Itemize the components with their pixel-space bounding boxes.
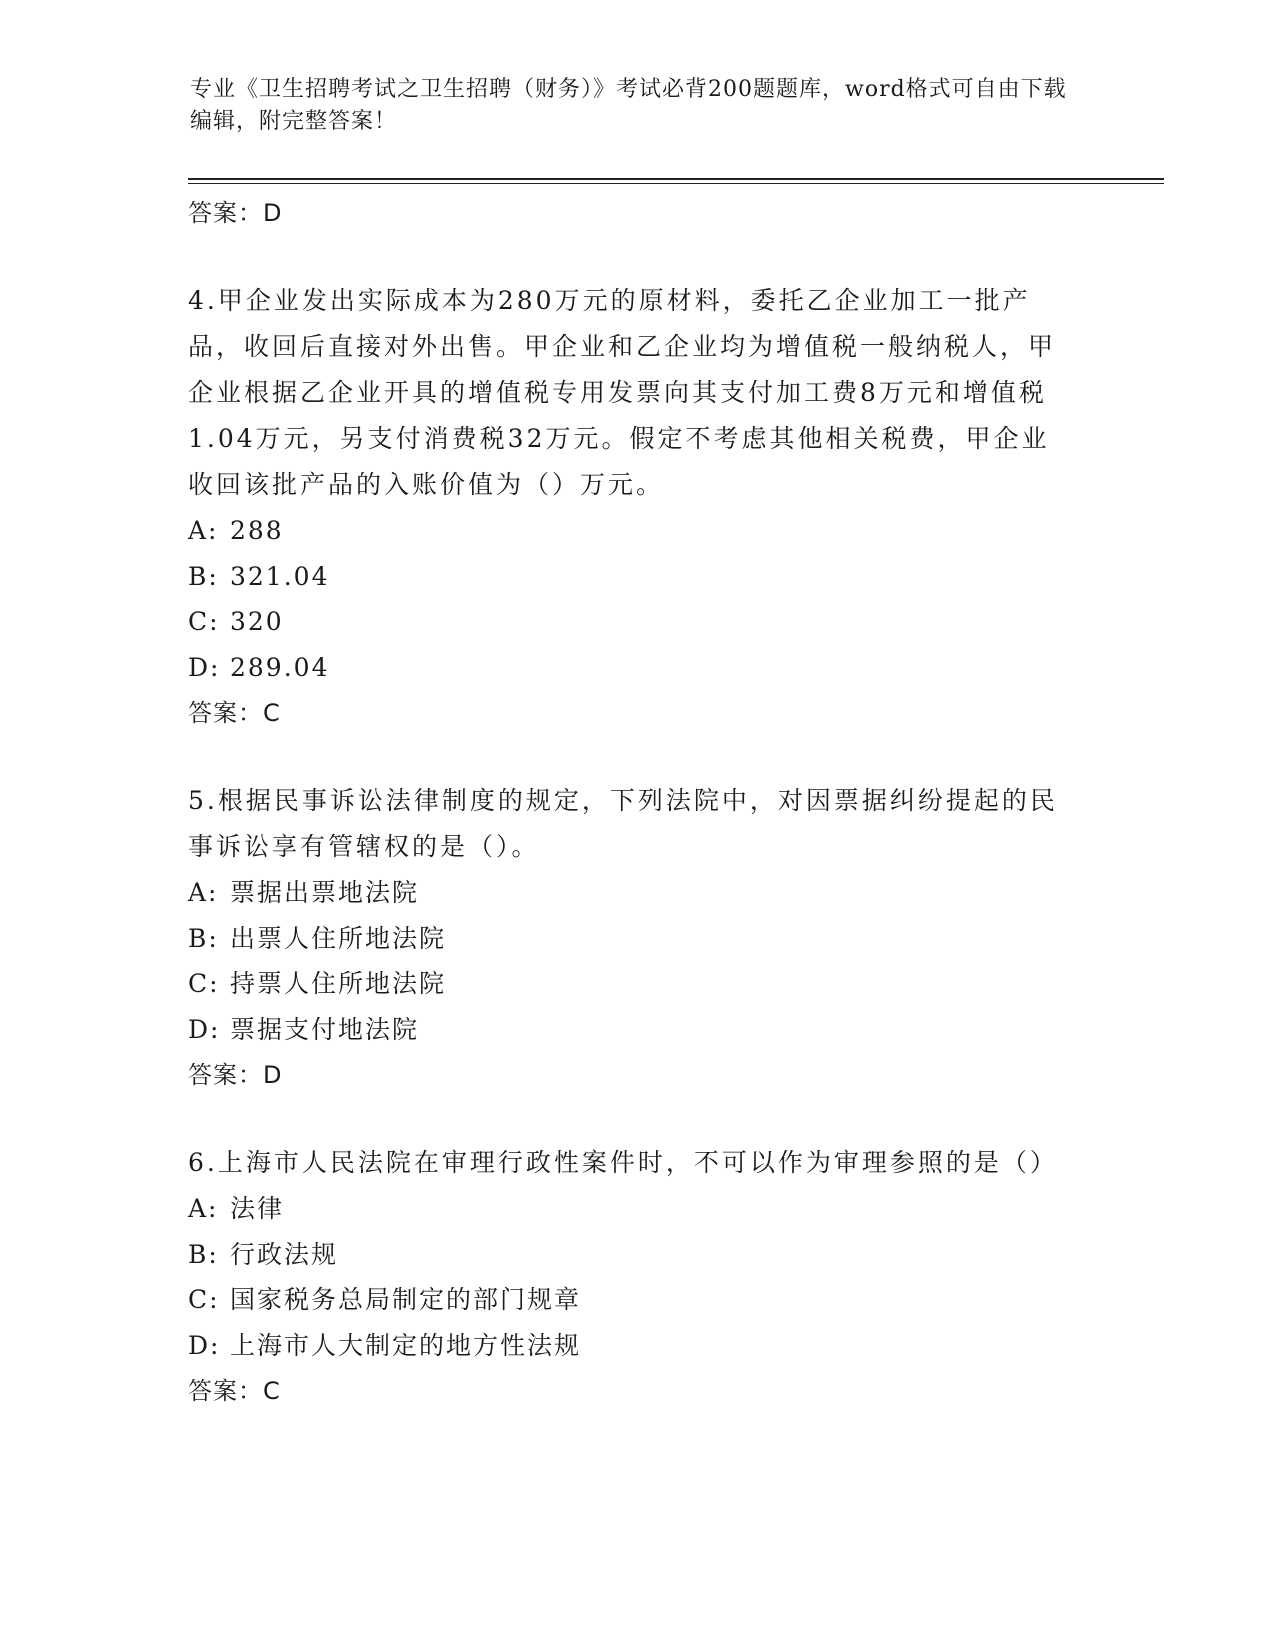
option-text: 行政法规 <box>230 1239 339 1269</box>
option-letter: D: <box>188 1330 221 1360</box>
option-letter: A: <box>188 516 219 545</box>
option-a <box>188 870 1068 916</box>
question-item <box>188 278 1068 736</box>
option-text: 288 <box>230 516 284 545</box>
question-item <box>188 1140 1068 1414</box>
question-text: 5.根据民事诉讼法律制度的规定，下列法院中，对因票据纠纷提起的民事诉讼享有管辖权的是（）。 <box>188 786 1058 861</box>
option-letter: B: <box>188 561 219 591</box>
option-letter: A: <box>188 878 219 907</box>
option-text: 出票人住所地法院 <box>230 923 447 953</box>
option-letter: C: <box>188 607 220 636</box>
option-letter: D: <box>188 652 221 682</box>
document-header: 专业《卫生招聘考试之卫生招聘（财务）》考试必背200题题库，word格式可自由下载编辑，附完整答案！ <box>190 77 1067 134</box>
option-b <box>188 916 1068 962</box>
option-letter: B: <box>188 1239 219 1269</box>
option-text: 321.04 <box>230 561 330 591</box>
question-text: 4.甲企业发出实际成本为280万元的原材料，委托乙企业加工一批产品，收回后直接对外出售。甲企业和乙企业均为增值税一般纳税人，甲企业根据乙企业开具的增值税专用发票向其支付加工费8万元和增值税1.04万元，另支付消费税32万元。假定不考虑其他相关税费，甲企业收回该批产品的入账价值为（）万元。 <box>188 286 1057 499</box>
header-divider-thin <box>188 183 1164 184</box>
option-letter: A: <box>188 1194 219 1223</box>
option-letter: C: <box>188 1285 220 1314</box>
question-item <box>188 778 1068 1098</box>
option-b <box>188 1232 1068 1278</box>
option-d <box>188 645 1068 691</box>
option-text: 国家税务总局制定的部门规章 <box>230 1285 582 1314</box>
answer-line: 答案：C <box>188 699 281 727</box>
header-divider-thick <box>188 178 1164 180</box>
option-a <box>188 508 1068 554</box>
option-d <box>188 1323 1068 1369</box>
option-text: 上海市人大制定的地方性法规 <box>230 1330 582 1360</box>
option-text: 320 <box>230 607 284 636</box>
option-text: 法律 <box>230 1194 285 1223</box>
option-a <box>188 1186 1068 1232</box>
option-d <box>188 1007 1068 1053</box>
document-body <box>188 190 1068 1414</box>
option-text: 289.04 <box>230 652 330 682</box>
option-text: 票据支付地法院 <box>230 1014 420 1044</box>
answer-line: 答案：D <box>188 1061 283 1089</box>
option-c <box>188 1277 1068 1323</box>
option-c <box>188 599 1068 645</box>
question-text: 6.上海市人民法院在审理行政性案件时，不可以作为审理参照的是（） <box>188 1148 1058 1177</box>
answer-line: 答案：D <box>188 199 283 227</box>
option-b <box>188 554 1068 600</box>
option-text: 持票人住所地法院 <box>230 969 447 998</box>
option-letter: C: <box>188 969 220 998</box>
answer-line: 答案：C <box>188 1377 281 1405</box>
option-letter: D: <box>188 1014 221 1044</box>
option-c <box>188 961 1068 1007</box>
option-text: 票据出票地法院 <box>230 878 420 907</box>
option-letter: B: <box>188 923 219 953</box>
